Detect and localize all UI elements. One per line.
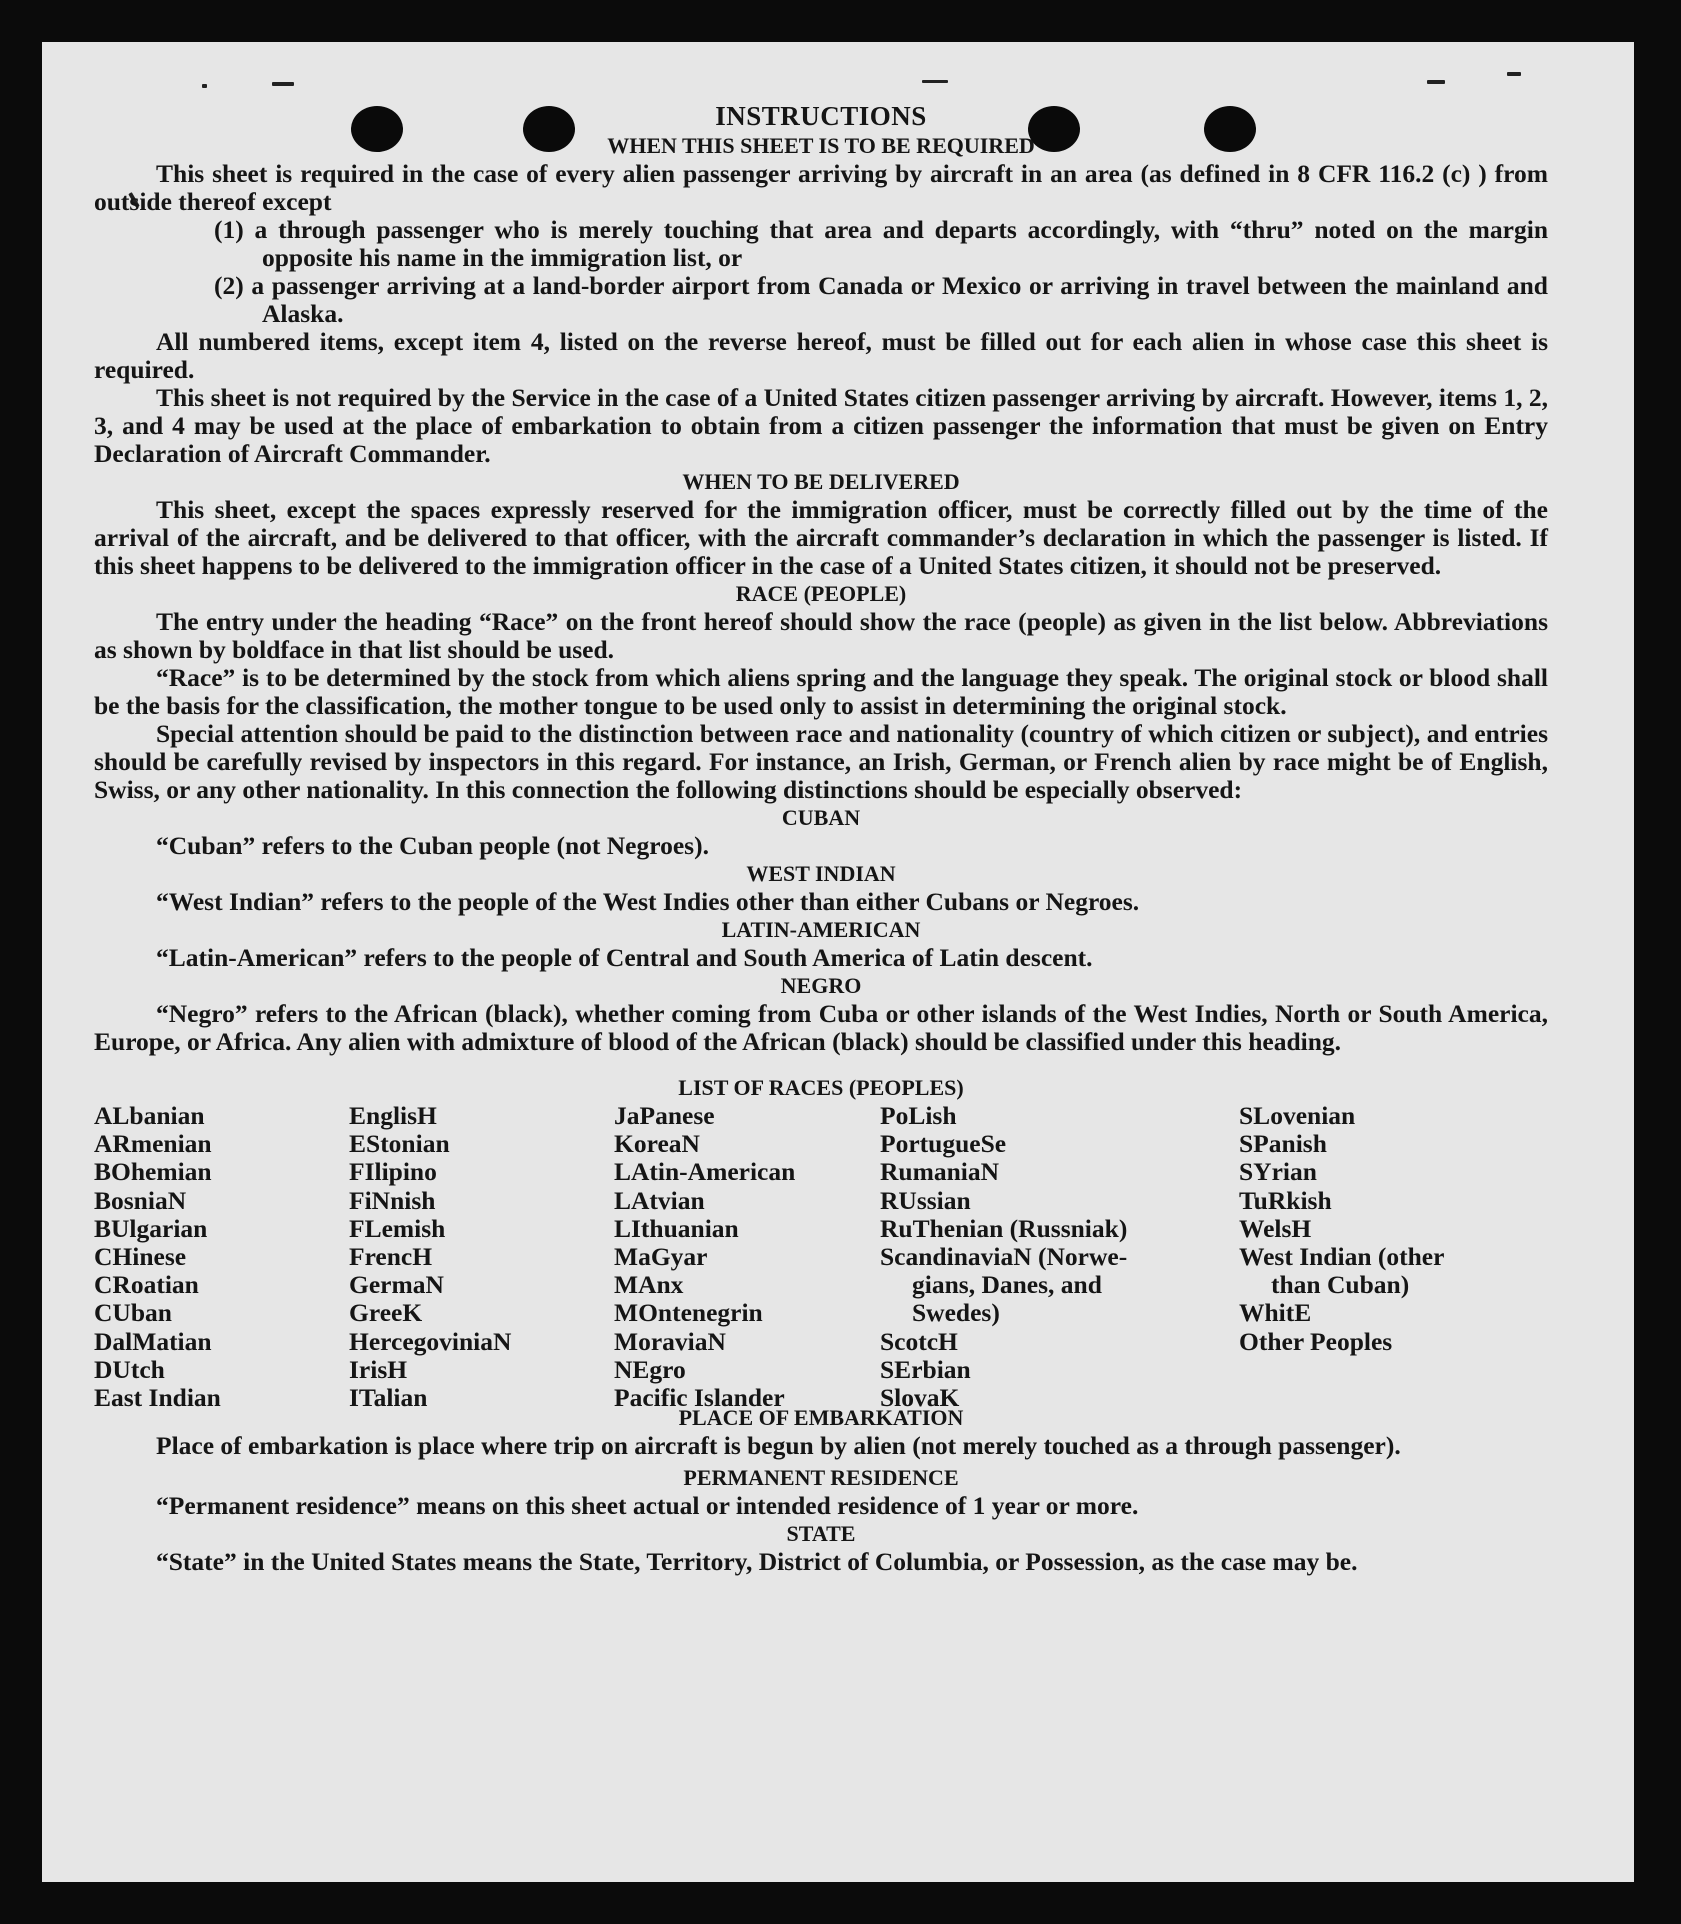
race-item: SlovaK	[880, 1383, 960, 1413]
speck	[1427, 80, 1445, 84]
speck	[202, 84, 207, 88]
race-item: CHinese	[94, 1242, 187, 1272]
race-item: LIthuanian	[614, 1213, 739, 1243]
race-item: IrisH	[349, 1354, 408, 1384]
list-item: (1) a through passenger who is merely touching that area and departs accordingly, with “thru” noted on the margin opposite his name in the immigration list, or	[214, 215, 1548, 272]
speck	[1507, 72, 1521, 76]
race-item: ScandinaviaN (Norwe-	[880, 1242, 1128, 1272]
section-heading: CUBAN	[781, 805, 861, 830]
race-item: MaGyar	[614, 1242, 708, 1272]
paragraph: “Cuban” refers to the Cuban people (not Negroes).	[156, 831, 709, 860]
race-item: Swedes)	[912, 1298, 1000, 1328]
section-heading: RACE (PEOPLE)	[735, 581, 907, 606]
race-item: DUtch	[94, 1354, 165, 1384]
race-column	[880, 1102, 1127, 1412]
paragraph: Place of embarkation is place where trip on aircraft is begun by alien (not merely touched as a through passenger).	[156, 1431, 1401, 1460]
race-item: MOntenegrin	[614, 1298, 763, 1328]
section-heading: PLACE OF EMBARKATION	[678, 1405, 964, 1430]
paragraph: The entry under the heading “Race” on the front hereof should show the race (people) as given in the list below. Abbreviations as shown by boldface in that list should be used.	[94, 607, 1548, 664]
race-item: EnglisH	[349, 1101, 437, 1130]
list-item: (2) a passenger arriving at a land-border airport from Canada or Mexico or arriving in travel between the mainland and Alaska.	[214, 271, 1548, 328]
race-item: BOhemian	[94, 1157, 212, 1187]
speck	[272, 82, 294, 86]
race-column	[614, 1102, 795, 1412]
race-item: FLemish	[349, 1213, 446, 1243]
race-column	[349, 1102, 511, 1412]
race-item: West Indian (other	[1239, 1242, 1445, 1272]
paragraph: This sheet is not required by the Service in the case of a United States citizen passenger arriving by aircraft. However, items 1, 2, 3, and 4 may be used at the place of embarkation to obtain from a citizen passenger the information that must be given on Entry Declaration of Aircraft Commander.	[94, 383, 1548, 468]
race-item: SErbian	[880, 1354, 971, 1384]
paragraph: “Permanent residence” means on this sheet actual or intended residence of 1 year or more.	[156, 1491, 1139, 1520]
page-title: INSTRUCTIONS	[715, 101, 927, 131]
race-list	[94, 1101, 1548, 1413]
paragraph: “Race” is to be determined by the stock from which aliens spring and the language they speak. The original stock or blood shall be the basis for the classification, the mother tongue to be used only to assist in determining the original stock.	[94, 663, 1548, 720]
race-item: WhitE	[1239, 1298, 1312, 1328]
race-item: RuThenian (Russniak)	[880, 1213, 1128, 1243]
race-item: MAnx	[614, 1270, 684, 1300]
section-heading: WHEN THIS SHEET IS TO BE REQUIRED	[607, 133, 1035, 158]
race-item: BUlgarian	[94, 1213, 208, 1243]
race-column	[94, 1102, 221, 1412]
race-item: RumaniaN	[880, 1157, 1000, 1187]
race-item: FrencH	[349, 1242, 433, 1272]
race-item: LAtvian	[614, 1185, 705, 1215]
race-item: DalMatian	[94, 1326, 212, 1356]
paragraph: “West Indian” refers to the people of the West Indies other than either Cubans or Negroes.	[156, 887, 1140, 916]
section-heading: LIST OF RACES (PEOPLES)	[678, 1075, 964, 1100]
race-item: KoreaN	[614, 1129, 700, 1159]
paragraph: This sheet is required in the case of every alien passenger arriving by aircraft in an area (as defined in 8 CFR 116.2 (c) ) from outside thereof except	[94, 159, 1548, 216]
speck	[922, 80, 948, 83]
race-item: SYrian	[1239, 1157, 1317, 1187]
race-item: LAtin-American	[614, 1157, 796, 1187]
race-item: CUban	[94, 1298, 172, 1328]
section-heading: WEST INDIAN	[746, 861, 896, 886]
paragraph: “Negro” refers to the African (black), whether coming from Cuba or other islands of the West Indies, North or South America, Europe, or Africa. Any alien with admixture of blood of the African (black) should be classified under this heading.	[94, 999, 1548, 1056]
race-item: Other Peoples	[1239, 1326, 1393, 1356]
race-item: SLovenian	[1239, 1101, 1356, 1130]
race-item: FiNnish	[349, 1185, 436, 1215]
race-item: ALbanian	[94, 1101, 205, 1130]
race-column	[1239, 1102, 1444, 1356]
race-item: CRoatian	[94, 1270, 199, 1300]
section-heading: PERMANENT RESIDENCE	[683, 1465, 959, 1490]
race-item: Pacific Islander	[614, 1383, 785, 1413]
race-item: BosniaN	[94, 1185, 187, 1215]
race-item: gians, Danes, and	[912, 1270, 1102, 1300]
section-heading: LATIN-AMERICAN	[721, 917, 921, 942]
race-item: ARmenian	[94, 1129, 212, 1159]
race-item: PortugueSe	[880, 1129, 1007, 1159]
paragraph: “State” in the United States means the State, Territory, District of Columbia, or Possession, as the case may be.	[156, 1547, 1358, 1576]
paragraph: All numbered items, except item 4, listed on the reverse hereof, must be filled out for each alien in whose case this sheet is required.	[94, 327, 1548, 384]
race-item: PoLish	[880, 1101, 957, 1130]
race-item: GreeK	[349, 1298, 423, 1328]
section-heading: STATE	[786, 1521, 856, 1546]
section-heading: NEGRO	[780, 973, 862, 998]
section-heading: WHEN TO BE DELIVERED	[682, 469, 960, 494]
race-item: EStonian	[349, 1129, 450, 1159]
race-item: GermaN	[349, 1270, 444, 1300]
race-item: HercegoviniaN	[349, 1326, 512, 1356]
race-item: East Indian	[94, 1383, 221, 1413]
race-item: than Cuban)	[1271, 1270, 1410, 1300]
race-item: RUssian	[880, 1185, 971, 1215]
paragraph: “Latin-American” refers to the people of Central and South America of Latin descent.	[156, 943, 1093, 972]
paragraph: Special attention should be paid to the distinction between race and nationality (country of which citizen or subject), and entries should be carefully revised by inspectors in this regard. For instance, an Irish, German, or French alien by race might be of English, Swiss, or any other nationality. In this connection the following distinctions should be especially observed:	[94, 719, 1548, 804]
race-item: NEgro	[614, 1354, 686, 1384]
instructions-text	[94, 100, 1548, 1576]
race-item: ITalian	[349, 1383, 428, 1413]
race-item: ScotcH	[880, 1326, 958, 1356]
paragraph: This sheet, except the spaces expressly reserved for the immigration officer, must be correctly filled out by the time of the arrival of the aircraft, and be delivered to that officer, with the aircraft commander’s declaration in which the passenger is listed. If this sheet happens to be delivered to the immigration officer in the case of a United States citizen, it should not be preserved.	[94, 495, 1548, 580]
race-item: FIlipino	[349, 1157, 437, 1187]
race-item: TuRkish	[1239, 1185, 1332, 1215]
race-item: JaPanese	[614, 1101, 715, 1130]
race-item: MoraviaN	[614, 1326, 726, 1356]
race-item: WelsH	[1239, 1213, 1312, 1243]
race-item: SPanish	[1239, 1129, 1327, 1159]
